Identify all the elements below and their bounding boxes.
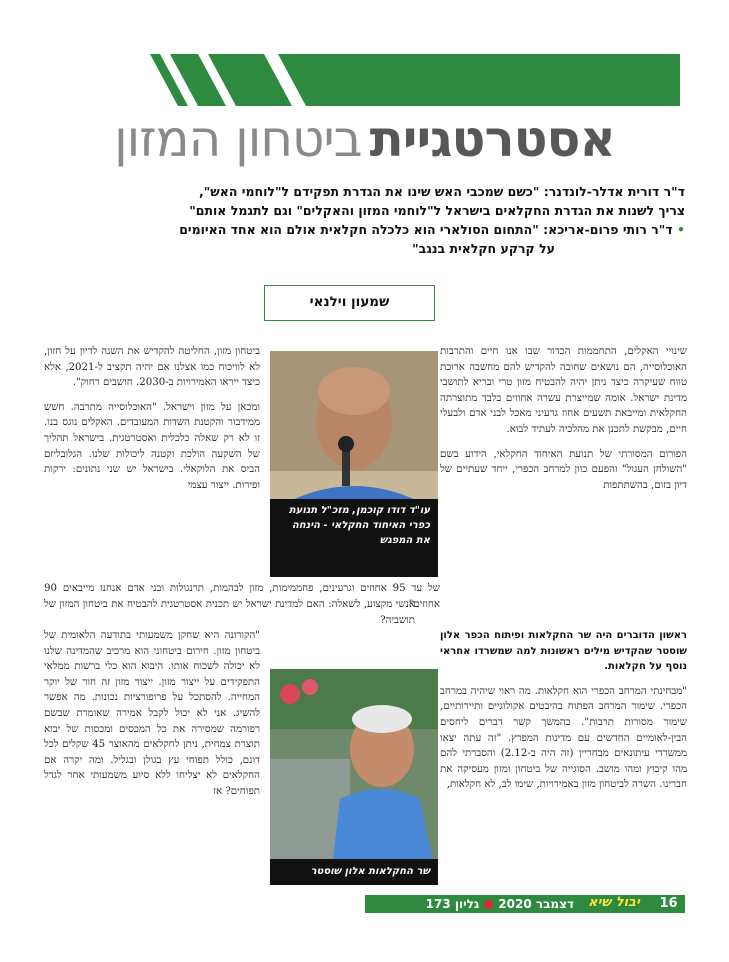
question-paragraph: ראשון הדוברים היה שר החקלאות ופיתוח הכפר אלון שוסטר שהקדיש מילים ראשונות למה שמשרדו אחראי נוסף על חקלאות. [440,630,687,673]
subtitle-line: ד"ר דורית אדלר-לונדנר: "כשם שמכבי האש שינו את הגדרת תפקידם ל"לוחמי האש", [199,184,685,199]
subtitle-line: ד"ר רותי פרום-אריכא: "התחום הסולארי הוא כלכלה חקלאית אולם הוא אחד האיומים [179,222,673,237]
dot-icon [484,900,493,909]
title-bold: אסטרטגיית [369,110,615,168]
article-wide-line-left: של עד 95 אחוזים וגרעינים, פחממימות, מזון לבהמות, תרנגולות ובני אדם אנחנו מייבאים 90 אחוזים". [44,583,440,610]
page-number: 16 [659,896,678,911]
title-light: ביטחון המזון [114,110,362,168]
paragraph: הפורום המסורתי של תנועת האיחוד החקלאי, הידוע בשם "השולחן העגול" והפעם כוון למרחב הכפרי, ייחד שעתיים של דיון בזום, בהשתתפות [440,448,687,491]
photo-caption: שר החקלאות אלון שוסטר [270,859,438,885]
subtitle [44,182,685,258]
issue-number: גליון 173 [425,897,480,911]
issue-date: דצמבר 2020 [498,897,574,911]
article-column-right-lower [440,628,687,802]
author-byline: שמעון וילנאי [264,285,435,321]
footer-issue [368,895,574,913]
page-title [60,110,669,180]
article-wide-line: אנשי מקצוע, לשאלה: האם למדינת ישראל יש תכנית אסטרטגית להבטיח את ביטחון המזון של תושביה? [44,599,415,626]
bullet-icon: • [672,222,685,237]
subtitle-line: על קרקע חקלאית בנגב" [412,241,555,256]
header-stripes [150,54,680,106]
article-column-right [440,344,687,493]
article-column-left-lower [44,628,260,809]
subtitle-line: צריך לשנות את הגדרת החקלאים בישראל ל"לוחמי המזון והאקלים" וגם לתגמל אותם" [189,203,685,218]
photo-alon-shuster [270,669,438,885]
magazine-logo: יבול שיא [588,895,640,910]
paragraph: "מבחינתי המרחב הכפרי הוא חקלאות. מה ראוי שיהיה במרחב הכפרי. שימור המרחב הפתוח בהיבטים אקולוגיים ותיירותיים, שימור מסורות תרבות". בהמשך קשר דברים ליחסים הבין-לאומיים החדשים עם מדינות המפרץ. "זה עתה יצאו ממשרדי עיתונאים מבחריין (זה היה ב-2.12) והסברתי להם מהו קיבוץ ומהו מושב. הסוגייה של ביטחון ומזון מעסיקה את חברינו. השרה לביטחון מזון באמירויות, שימו לב, לא חקלאות, [440,685,687,791]
portrait-image [270,669,438,885]
photo-dudu-kochman [270,351,438,577]
photo-caption: עו"ד דודו קוכמן, מזכ"ל תנועת כפרי האיחוד החקלאי - הינחה את המפגש [270,499,438,577]
paragraph: "הקורונה היא שחקן משמעותי בתודעה הלאומית של ביטחון מזון. חירום ביטחוני הוא מרכיב שהמדינה שלנו לא יכולה לשכוח אותו. היבוא הוא כלי ברשות ממלאי התפקידים על ייצור מזון. ייצור מזון זה חור של יוקר המחייה. להסתכל על פרופורציות נכונות. מה אפשר להשיג. אני לא יכול לקבל אמירה שאומרת שבשם רפורמה שמסירה את כל המכסים ומכסות של יבוא תוצרת צמחית, ניתן לחקלאים מהאוצר 45 שקלים לכל דונם, כולל תפוחי עץ בגולן ובגליל. ומה יקרה אם החקלאים לא יצליחו ללא סיוע משמעותי אחר לגדל תפוחים? אז [44,630,260,797]
article-column-left [44,344,260,493]
paragraph: ומכאן על מזון וישראל. "האוכלוסייה מתרבה. חשש ממידבור והקטנת השדות המעובדים. האקלים נוגס בנו. זו לא רק שאלה כלכלית ואסטרטגית. בישראל תהליך של השקעה הולכת וקטנה ליכולות שלנו. הגלובליזם הביס את הלוקאלי. בישראל יש שני נתונים: ירקות ופירות. ייצור עצמי [44,401,260,491]
paragraph: ביטחון מזון, החליטה להקדיש את השנה לדיון על חזון, לא לוויכוח כמו אצלנו אם יהיה תקציב ל-2021, אלא כיצד ייראו האמירויות ב-2030. חושבים רחוק". [44,346,260,389]
paragraph: שינויי האקלים, התחממות הכדור שבו אנו חיים והתרבות האוכלוסייה, הם נושאים שחובה להקדיש להם מחשבה ארוכת טווח שעיקרה כיצד ניתן יהיה להבטיח מזון טרי ובריא לתושבי מדינת ישראל. אומה שמייצרת עשרה אחוזים בלבד מתוצרתה החקלאית ומייבאת תשעים אחוז גרעיני מאכל לבני אדם ולבעלי חיים, מבקשת לתכנן את מהלכיה לעתיד לבוא. [440,346,687,435]
